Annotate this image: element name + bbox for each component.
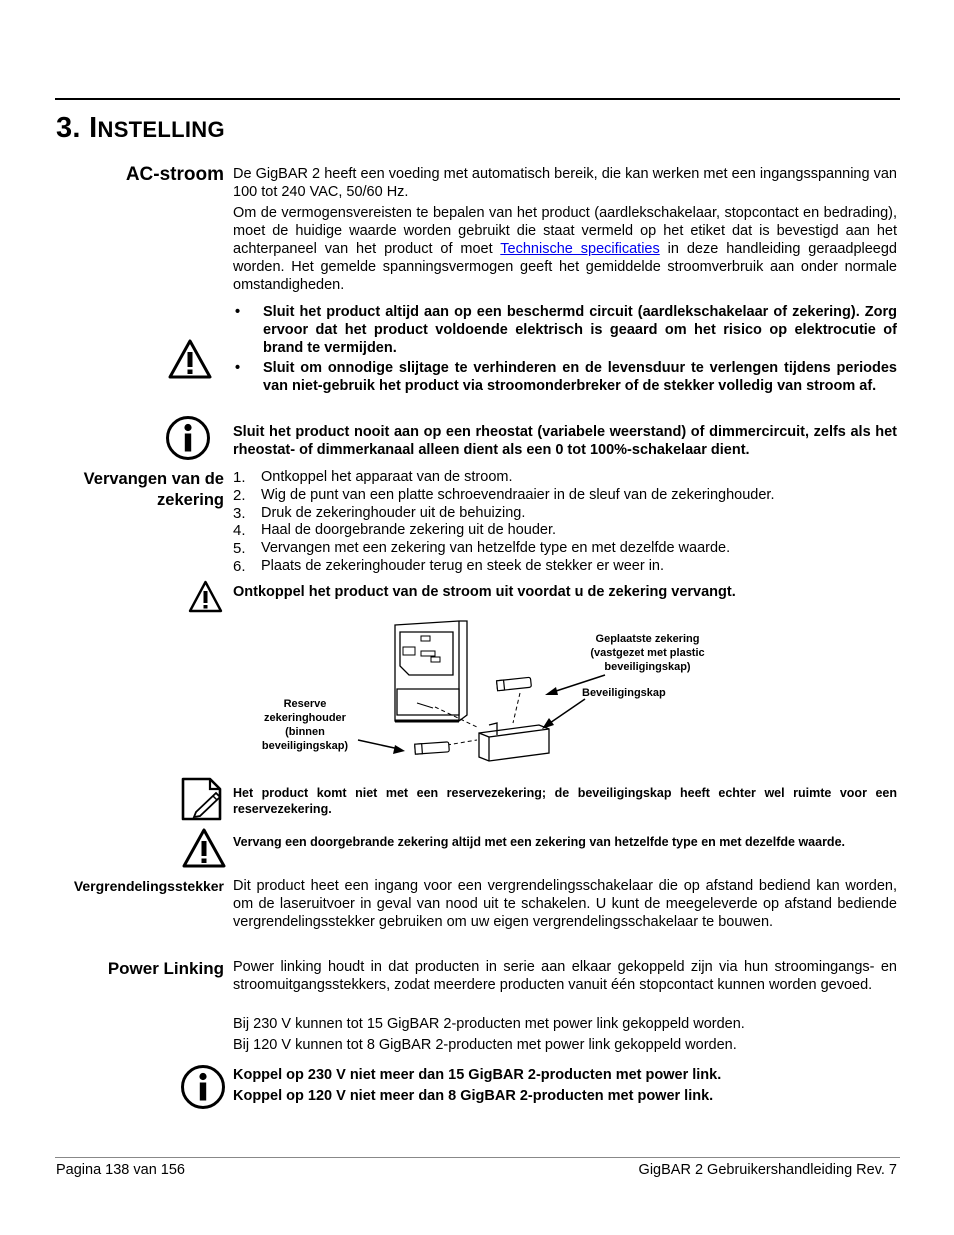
ac-paragraph-2: Om de vermogensvereisten te bepalen van het product (aardlekschakelaar, stopcontact en bedrading), moet de huidige waarde worden gebruikt die staat vermeld op het etiket dat is bevestigd aan het achterpaneel van het product of moet Technische specificaties in deze handleiding geraadpleegd worden. Het gemelde spanningsvermogen geeft het gemiddelde stroomverbruik aan onder normale omstandigheden. <box>233 205 897 293</box>
info-icon <box>165 415 211 461</box>
chapter-title: 3. INSTELLING <box>56 112 225 144</box>
list-item: • Sluit om onnodige slijtage te verhinderen en de levensduur te verlengen tijdens periodes van niet-gebruik het product via stroomonderbreker of de stekker volledig van stroom af. <box>235 360 897 394</box>
footer-page-number: Pagina 138 van 156 <box>56 1162 185 1178</box>
list-item: 2. Wig de punt van een platte schroevendraaier in de sleuf van de zekeringhouder. <box>233 486 775 504</box>
fuse-note-text: Het product komt niet met een reservezekering; de beveiligingskap heeft echter wel ruimte voor een reservezekering. <box>233 786 897 816</box>
ac-warning-list <box>233 303 897 397</box>
power-info-1: Koppel op 230 V niet meer dan 15 GigBAR 2-producten met power link. <box>233 1067 722 1083</box>
fuse-warning2-text: Vervang een doorgebrande zekering altijd met een zekering van hetzelfde type en met dezelfde waarde. <box>233 835 845 849</box>
section-heading-power: Power Linking <box>107 959 224 978</box>
specs-link[interactable]: Technische specificaties <box>500 241 660 257</box>
footer-doc-title: GigBAR 2 Gebruikershandleiding Rev. 7 <box>638 1162 897 1178</box>
lock-paragraph: Dit product heet een ingang voor een vergrendelingsschakelaar die op afstand bediend kan worden, om de laseruitvoer in geval van nood uit te schakelen. U kunt de meegeleverde op afstand bediende vergrendelingsstekker gebruiken om uw eigen vergrendelingsschakelaar te bouwen. <box>233 878 897 930</box>
ac-info-text: Sluit het product nooit aan op een rheostat (variabele weerstand) of dimmercircuit, zelfs als het rheostat- of dimmerkanaal alleen dient als een 0 tot 100%-schakelaar dient. <box>233 424 897 458</box>
info-icon <box>180 1064 226 1110</box>
list-item: • Sluit het product altijd aan op een beschermd circuit (aardlekschakelaar of zekering). Zorg ervoor dat het product voldoende elektrisch is geaard om het risico op elektrocutie of brand te vermijden. <box>235 304 897 356</box>
power-paragraph-3: Bij 120 V kunnen tot 8 GigBAR 2-producten met power link gekoppeld worden. <box>233 1037 737 1053</box>
ac-paragraph-1: De GigBAR 2 heeft een voeding met automatisch bereik, die kan werken met een ingangsspanning van 100 tot 240 VAC, 50/60 Hz. <box>233 166 897 200</box>
label-spare-holder: Reserve zekeringhouder (binnen beveiligingskap) <box>261 698 349 752</box>
power-paragraph-1: Power linking houdt in dat producten in serie aan elkaar gekoppeld zijn via hun stroomingangs- en stroomuitgangsstekkers, zodat meerdere producten vanuit één stopcontact kunnen worden gevoed. <box>233 959 897 993</box>
warning-icon <box>188 580 223 613</box>
list-item: 5. Vervangen met een zekering van hetzelfde type en met dezelfde waarde. <box>233 540 731 558</box>
section-heading-lock: Vergrendelingsstekker <box>73 878 224 894</box>
footer-rule <box>55 1157 900 1158</box>
fuse-steps <box>233 468 897 575</box>
warning-icon <box>181 827 227 869</box>
fuse-warning-text: Ontkoppel het product van de stroom uit voordat u de zekering vervangt. <box>233 584 736 600</box>
list-item: 3. Druk de zekeringhouder uit de behuizing. <box>233 504 526 522</box>
list-item: 4. Haal de doorgebrande zekering uit de houder. <box>233 522 557 540</box>
warning-icon <box>167 338 213 380</box>
list-item: 6. Plaats de zekeringhouder terug en steek de stekker er weer in. <box>233 557 665 575</box>
label-installed-fuse: Geplaatste zekering (vastgezet met plastic beveiligingskap) <box>590 633 705 673</box>
list-item: 1. Ontkoppel het apparaat van de stroom. <box>233 469 513 486</box>
section-heading-fuse: Vervangen van de zekering <box>83 470 224 509</box>
power-info-2: Koppel op 120 V niet meer dan 8 GigBAR 2-producten met power link. <box>233 1088 714 1104</box>
label-protective-cap: Beveiligingskap <box>582 687 666 699</box>
note-icon <box>180 776 226 822</box>
header-rule <box>55 98 900 100</box>
power-paragraph-2: Bij 230 V kunnen tot 15 GigBAR 2-producten met power link gekoppeld worden. <box>233 1016 745 1032</box>
section-heading-ac: AC-stroom <box>125 164 224 185</box>
